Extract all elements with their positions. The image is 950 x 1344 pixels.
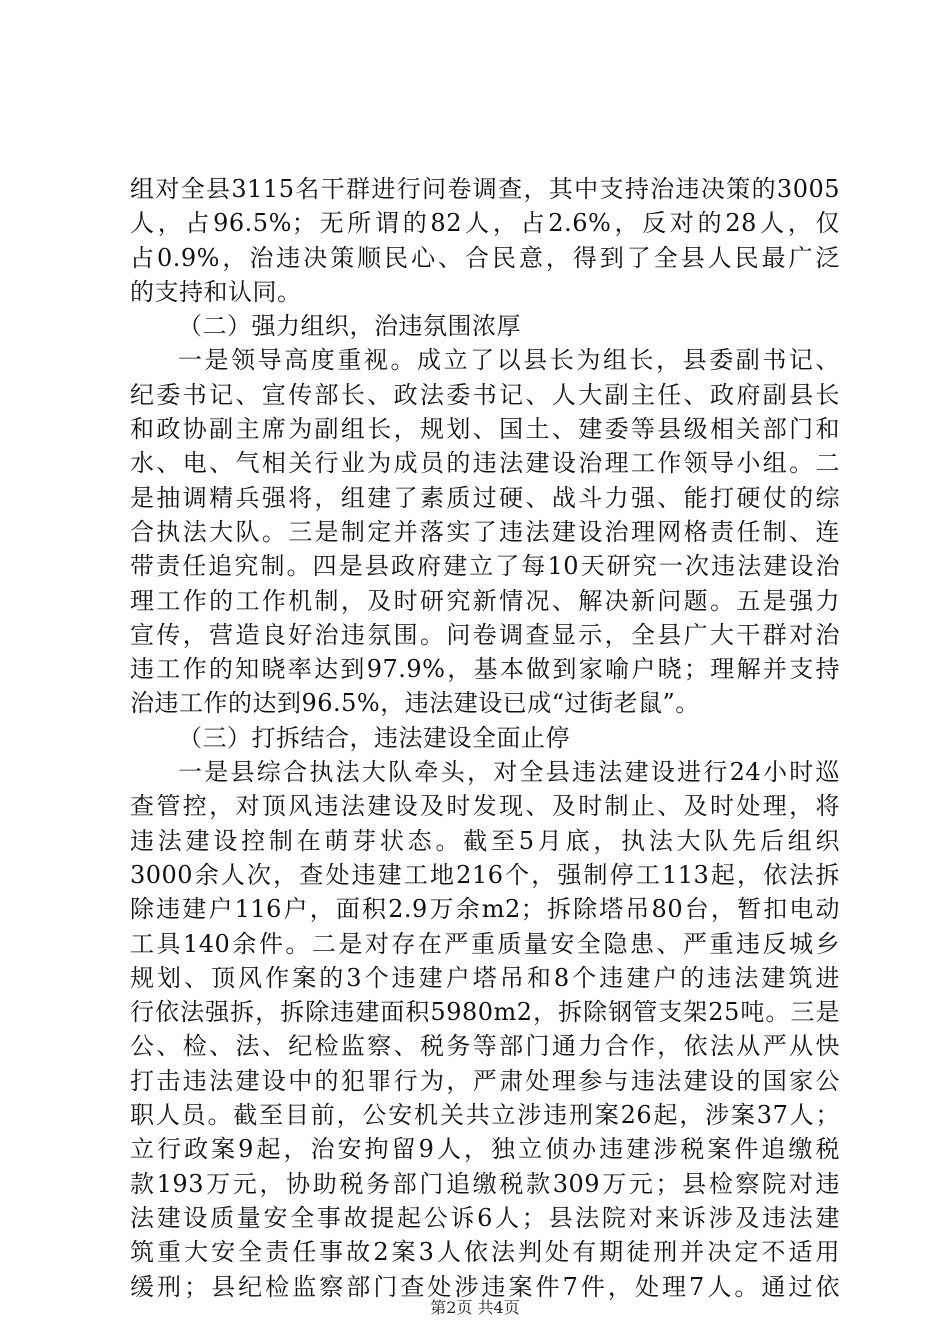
text-line: 的支持和认同。 xyxy=(130,277,302,306)
text-line: 除违建户116户，面积2.9万余m2；拆除塔吊80台，暂扣电动 xyxy=(130,895,840,924)
text-line: 立行政案9起，治安拘留9人，独立侦办违建涉税案件追缴税 xyxy=(130,1135,840,1164)
page-number-footer: 第2页 共4页 xyxy=(430,1298,520,1317)
text-line: 人，占96.5%；无所谓的82人，占2.6%，反对的28人，仅 xyxy=(130,209,840,238)
text-line: 带责任追究制。四是县政府建立了每10天研究一次违法建设治 xyxy=(130,552,840,581)
text-line: 组对全县3115名干群进行问卷调查，其中支持治违决策的3005 xyxy=(130,175,840,203)
text-line: 职人员。截至目前，公安机关共立涉违刑案26起，涉案37人； xyxy=(130,1101,840,1130)
text-line: 违工作的知晓率达到97.9%，基本做到家喻户晓；理解并支持 xyxy=(130,655,840,684)
document-body xyxy=(130,172,840,1304)
text-line: 违法建设控制在萌芽状态。截至5月底，执法大队先后组织 xyxy=(130,826,840,855)
text-line: 规划、顶风作案的3个违建户塔吊和8个违建户的违法建筑进 xyxy=(130,963,840,992)
text-line: 打击违法建设中的犯罪行为，严肃处理参与违法建设的国家公 xyxy=(130,1066,840,1095)
text-line: 水、电、气相关行业为成员的违法建设治理工作领导小组。二 xyxy=(130,449,840,478)
text-line: 纪委书记、宣传部长、政法委书记、人大副主任、政府副县长 xyxy=(130,380,840,409)
text-line: 治违工作的达到96.5%，违法建设已成“过街老鼠”。 xyxy=(130,689,700,718)
text-line: 缓刑；县纪检监察部门查处涉违案件7件，处理7人。通过依 xyxy=(130,1272,840,1301)
text-line: 占0.9%，治违决策顺民心、合民意，得到了全县人民最广泛 xyxy=(130,243,840,272)
text-line: 一是县综合执法大队牵头，对全县违法建设进行24小时巡 xyxy=(178,758,840,787)
text-line: 款193万元，协助税务部门追缴税款309万元；县检察院对违 xyxy=(130,1169,840,1198)
text-line: 查管控，对顶风违法建设及时发现、及时制止、及时处理，将 xyxy=(130,792,840,821)
text-line: 法建设质量安全事故提起公诉6人；县法院对来诉涉及违法建 xyxy=(130,1203,840,1232)
text-line: 理工作的工作机制，及时研究新情况、解决新问题。五是强力 xyxy=(130,586,840,615)
text-line: 一是领导高度重视。成立了以县长为组长，县委副书记、 xyxy=(178,346,840,375)
text-line: 工具140余件。二是对存在严重质量安全隐患、严重违反城乡 xyxy=(130,929,840,958)
text-line: 公、检、法、纪检监察、税务等部门通力合作，依法从严从快 xyxy=(130,1032,840,1061)
text-line: 行依法强拆，拆除违建面积5980m2，拆除钢管支架25吨。三是 xyxy=(130,998,840,1027)
text-line: 合执法大队。三是制定并落实了违法建设治理网格责任制、连 xyxy=(130,517,840,546)
text-line: 是抽调精兵强将，组建了素质过硬、战斗力强、能打硬仗的综 xyxy=(130,483,840,512)
text-line: 宣传，营造良好治违氛围。问卷调查显示，全县广大干群对治 xyxy=(130,620,840,649)
text-line: 和政协副主席为副组长，规划、国土、建委等县级相关部门和 xyxy=(130,415,840,444)
section-heading: （三）打拆结合，违法建设全面止停 xyxy=(178,723,570,752)
section-heading: （二）强力组织，治违氛围浓厚 xyxy=(178,312,521,341)
text-line: 筑重大安全责任事故2案3人依法判处有期徒刑并决定不适用 xyxy=(130,1238,840,1267)
text-line: 3000余人次，查处违建工地216个，强制停工113起，依法拆 xyxy=(130,860,840,889)
